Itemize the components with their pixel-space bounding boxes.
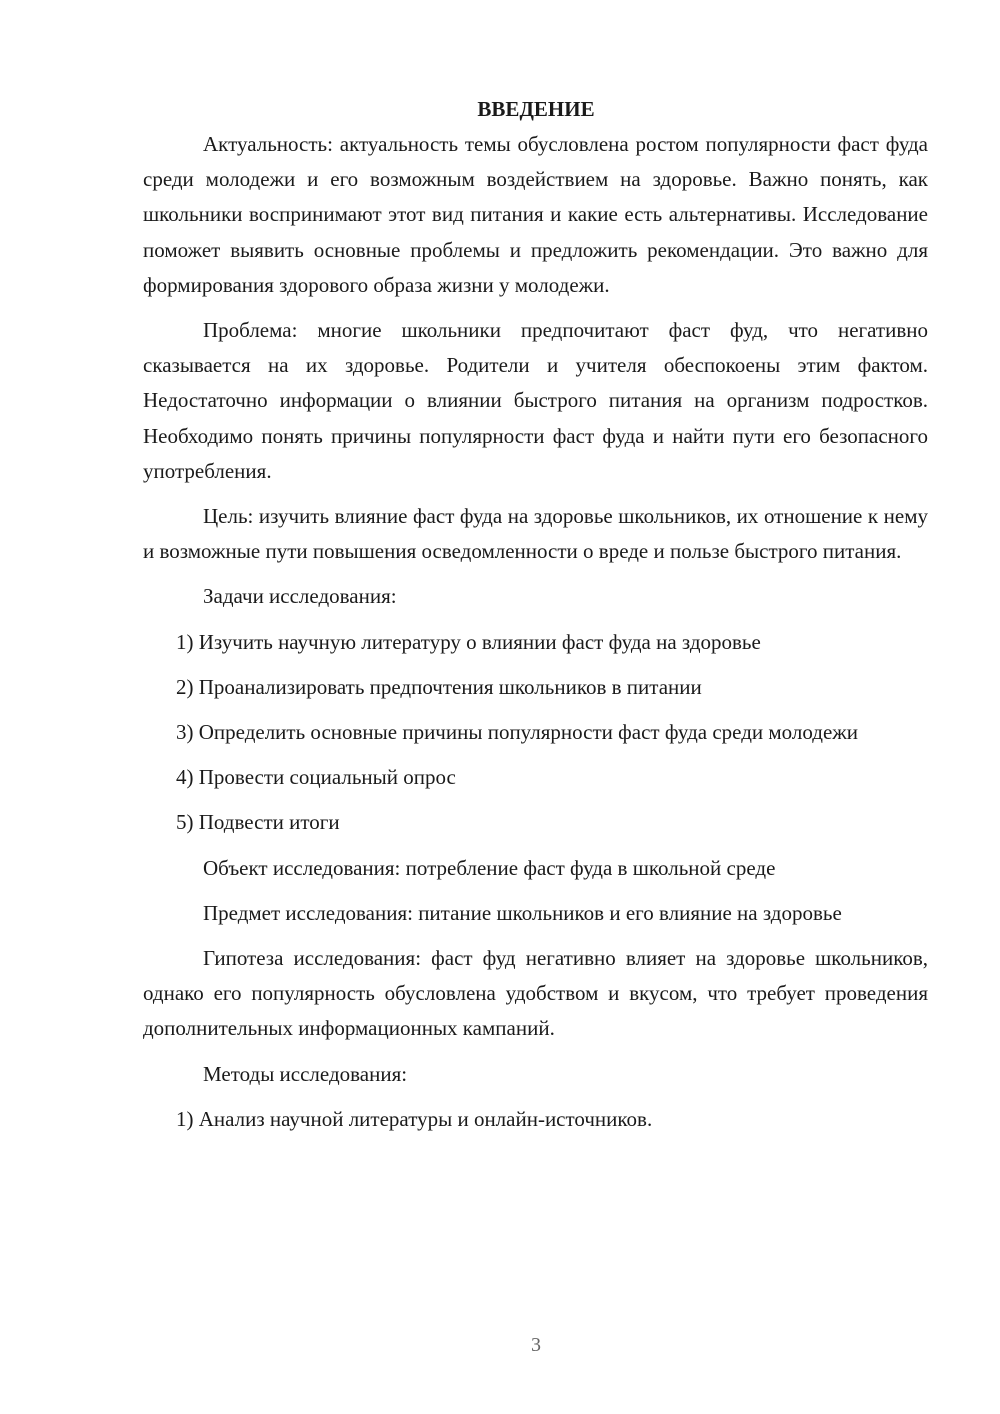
method-item: 1) Анализ научной литературы и онлайн-источников. — [176, 1106, 653, 1131]
hypothesis-paragraph: Гипотеза исследования: фаст фуд негативно влияет на здоровье школьников, однако его популярность обусловлена удобством и вкусом, что требует проведения дополнительных информационных кампаний. — [143, 946, 928, 1041]
goal-paragraph: Цель: изучить влияние фаст фуда на здоровье школьников, их отношение к нему и возможные пути повышения осведомленности о вреде и пользе быстрого питания. — [143, 504, 928, 564]
relevance-paragraph: Актуальность: актуальность темы обусловлена ростом популярности фаст фуда среди молодежи и его возможным воздействием на здоровье. Важно понять, как школьники воспринимают этот вид питания и какие есть альтернативы. Исследование поможет выявить основные проблемы и предложить рекомендации. Это важно для формирования здорового образа жизни у молодежи. — [143, 132, 928, 297]
task-item: 2) Проанализировать предпочтения школьников в питании — [176, 674, 702, 699]
task-item: 5) Подвести итоги — [176, 810, 340, 835]
task-item: 4) Провести социальный опрос — [176, 765, 456, 790]
task-item: 3) Определить основные причины популярности фаст фуда среди молодежи — [176, 720, 859, 745]
methods-heading: Методы исследования: — [203, 1061, 408, 1086]
object-paragraph: Объект исследования: потребление фаст фуда в школьной среде — [203, 855, 776, 880]
page-number: 3 — [531, 1334, 541, 1356]
problem-paragraph: Проблема: многие школьники предпочитают фаст фуд, что негативно сказывается на их здоровье. Родители и учителя обеспокоены этим фактом. Недостаточно информации о влиянии быстрого питания на организм подростков. Необходимо понять причины популярности фаст фуда и найти пути его безопасного употребления. — [143, 318, 928, 483]
tasks-heading: Задачи исследования: — [203, 584, 397, 609]
document-page — [143, 92, 928, 1137]
page-title: ВВЕДЕНИЕ — [477, 97, 595, 121]
subject-paragraph: Предмет исследования: питание школьников и его влияние на здоровье — [203, 900, 842, 925]
task-item: 1) Изучить научную литературу о влиянии фаст фуда на здоровье — [176, 629, 761, 654]
